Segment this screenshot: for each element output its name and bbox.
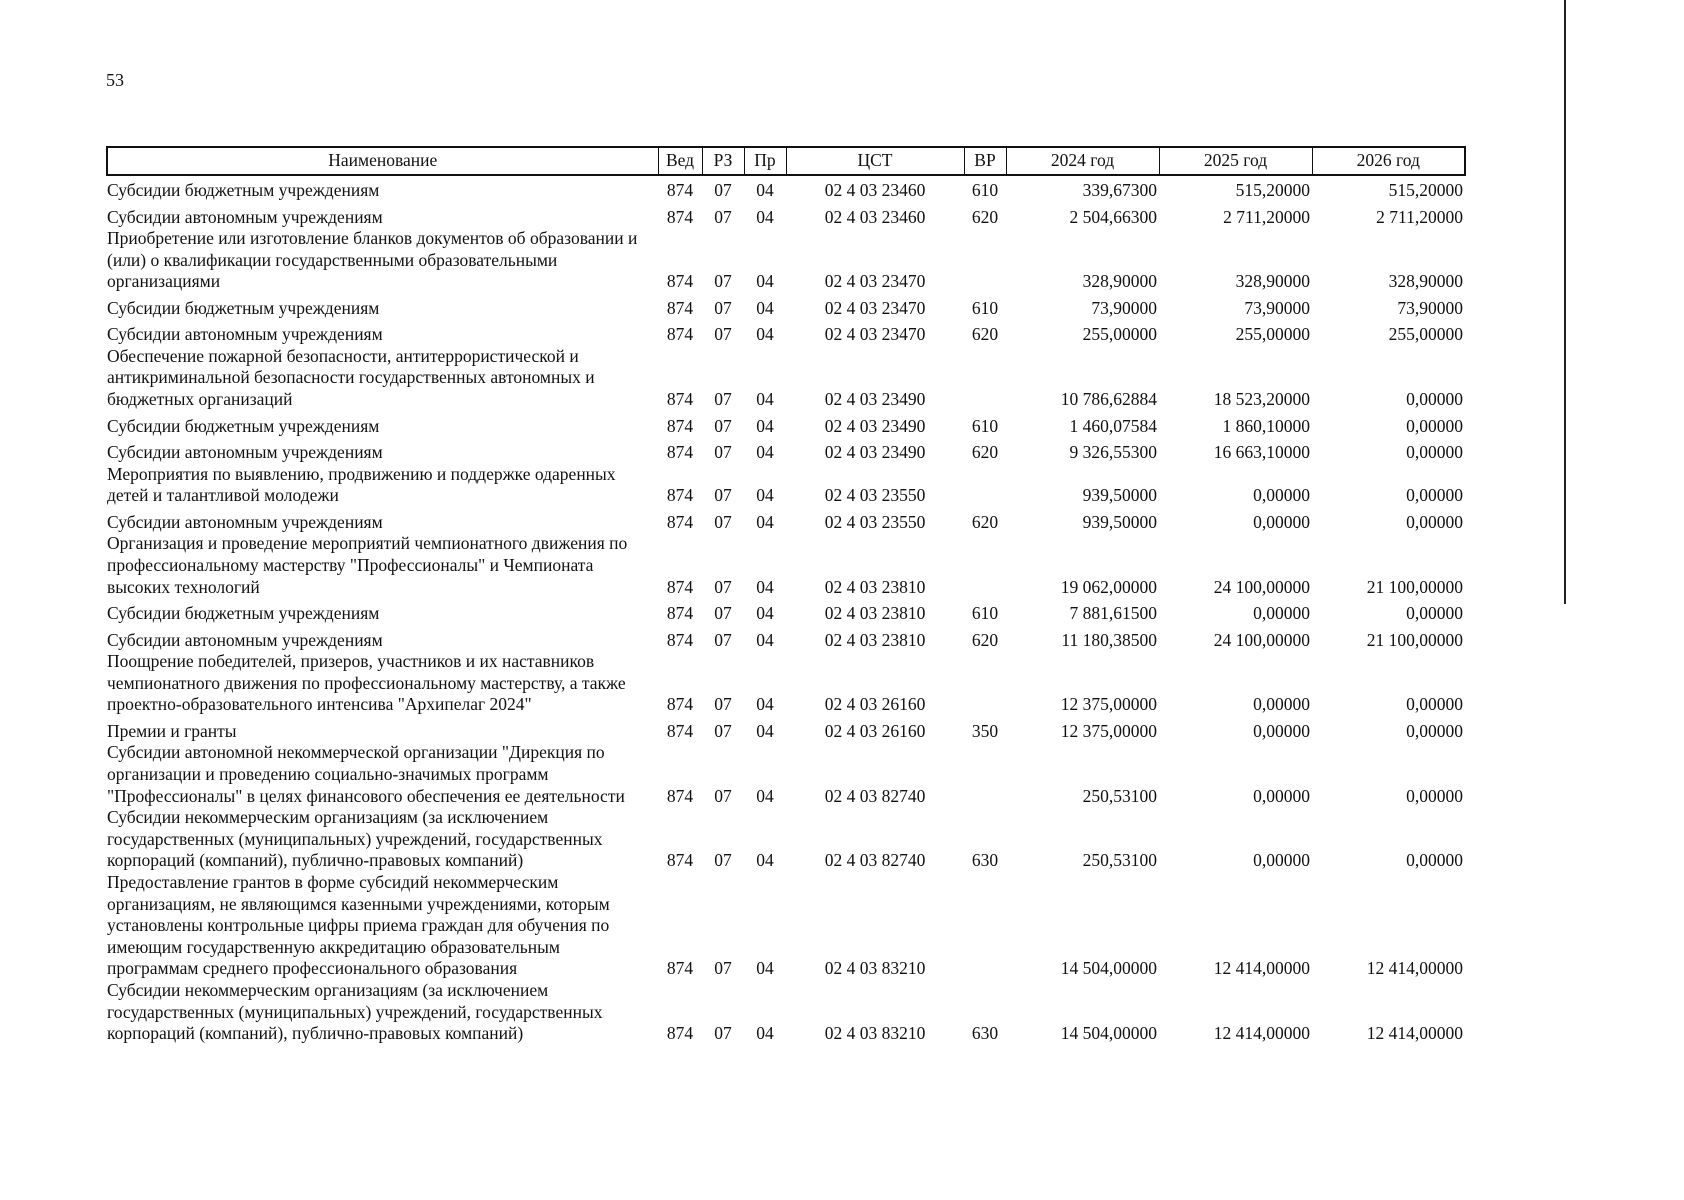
- header-rz: РЗ: [702, 147, 744, 175]
- cell-2024: 328,90000: [1082, 271, 1157, 292]
- header-pr: Пр: [744, 147, 786, 175]
- cell-2024: 19 062,00000: [1060, 576, 1157, 597]
- cell-ved: 874: [666, 850, 694, 871]
- cell-rz: 07: [714, 694, 732, 715]
- cell-2025: 2 711,20000: [1223, 206, 1310, 227]
- cell-2025: 18 523,20000: [1213, 389, 1310, 410]
- cell-name: Предоставление грантов в форме субсидий некоммерческим организациям, не являющимся казенными учреждениями, которым установлены контрольные цифры приема граждан для обучения по имеющим государственную аккредитацию образовательным программам среднего профессионального образования: [107, 871, 610, 979]
- cell-ved: 874: [666, 629, 694, 650]
- table-row: [107, 411, 1465, 438]
- cell-2024: 12 375,00000: [1060, 694, 1157, 715]
- cell-cst: 02 4 03 23470: [824, 297, 926, 318]
- cell-name: Субсидии бюджетным учреждениям: [107, 297, 380, 318]
- cell-ved: 874: [666, 180, 694, 200]
- cell-ved: 874: [666, 958, 694, 979]
- cell-2025: 0,00000: [1253, 603, 1310, 624]
- cell-2024: 255,00000: [1082, 324, 1157, 345]
- cell-name: Субсидии некоммерческим организациям (за исключением государственных (муниципальных) учреждений, государственных корпораций (компаний), публично-правовых компаний): [107, 807, 603, 871]
- cell-name: Субсидии бюджетным учреждениям: [107, 415, 380, 436]
- cell-cst: 02 4 03 83210: [824, 1023, 926, 1044]
- header-cst: ЦСТ: [786, 147, 964, 175]
- cell-2026: 328,90000: [1388, 271, 1463, 292]
- cell-rz: 07: [714, 389, 732, 410]
- cell-vr: 350: [971, 720, 999, 741]
- cell-rz: 07: [714, 785, 732, 806]
- budget-table: [106, 146, 1466, 1045]
- cell-2026: 12 414,00000: [1366, 1023, 1463, 1044]
- header-ved: Вед: [658, 147, 702, 175]
- cell-cst: 02 4 03 23810: [824, 603, 926, 624]
- cell-2025: 1 860,10000: [1222, 415, 1310, 436]
- cell-name: Мероприятия по выявлению, продвижению и поддержке одаренных детей и талантливой молодежи: [107, 463, 616, 506]
- cell-name: Субсидии автономным учреждениям: [107, 324, 383, 345]
- cell-vr: 610: [971, 603, 999, 624]
- cell-pr: 04: [756, 720, 774, 741]
- cell-rz: 07: [714, 720, 732, 741]
- cell-2025: 0,00000: [1253, 850, 1310, 871]
- cell-cst: 02 4 03 82740: [824, 850, 926, 871]
- cell-rz: 07: [714, 415, 732, 436]
- cell-2026: 0,00000: [1406, 415, 1463, 436]
- cell-cst: 02 4 03 23490: [824, 389, 926, 410]
- header-2024: 2024 год: [1006, 147, 1159, 175]
- cell-pr: 04: [756, 415, 774, 436]
- table-row: [107, 716, 1465, 743]
- cell-2026: 0,00000: [1406, 485, 1463, 506]
- cell-ved: 874: [666, 576, 694, 597]
- cell-vr: 630: [971, 1023, 999, 1044]
- cell-ved: 874: [666, 389, 694, 410]
- cell-name: Субсидии бюджетным учреждениям: [107, 180, 380, 200]
- cell-2026: 255,00000: [1388, 324, 1463, 345]
- cell-name: Субсидии некоммерческим организациям (за исключением государственных (муниципальных) учреждений, государственных корпораций (компаний), публично-правовых компаний): [107, 979, 603, 1044]
- table-row: [107, 464, 1465, 507]
- cell-rz: 07: [714, 271, 732, 292]
- cell-2025: 0,00000: [1253, 485, 1310, 506]
- cell-name: Субсидии автономным учреждениям: [107, 442, 383, 463]
- cell-vr: 620: [971, 442, 999, 463]
- cell-2024: 9 326,55300: [1069, 442, 1157, 463]
- header-name: Наименование: [107, 147, 658, 175]
- cell-vr: 620: [971, 206, 999, 227]
- cell-2026: 0,00000: [1406, 694, 1463, 715]
- cell-vr: 610: [971, 415, 999, 436]
- cell-2025: 0,00000: [1253, 694, 1310, 715]
- cell-vr: [964, 742, 1006, 807]
- table-row: [107, 807, 1465, 872]
- cell-name: Субсидии автономным учреждениям: [107, 629, 383, 650]
- header-vr: ВР: [964, 147, 1006, 175]
- cell-2026: 0,00000: [1406, 511, 1463, 532]
- cell-2024: 7 881,61500: [1069, 603, 1157, 624]
- cell-2026: 21 100,00000: [1366, 629, 1463, 650]
- header-row: [107, 147, 1465, 175]
- cell-cst: 02 4 03 23490: [824, 415, 926, 436]
- cell-ved: 874: [666, 324, 694, 345]
- cell-2025: 0,00000: [1253, 785, 1310, 806]
- cell-2024: 10 786,62884: [1060, 389, 1157, 410]
- cell-name: Субсидии автономным учреждениям: [107, 511, 383, 532]
- cell-pr: 04: [756, 297, 774, 318]
- table-row: [107, 742, 1465, 807]
- cell-name: Субсидии автономным учреждениям: [107, 206, 383, 227]
- table-row: [107, 293, 1465, 320]
- cell-name: Приобретение или изготовление бланков документов об образовании и (или) о квалификации государственными образовательными организациями: [107, 228, 638, 292]
- cell-pr: 04: [756, 485, 774, 506]
- cell-cst: 02 4 03 23550: [824, 511, 926, 532]
- cell-pr: 04: [756, 603, 774, 624]
- cell-2024: 73,90000: [1091, 297, 1157, 318]
- cell-cst: 02 4 03 23810: [824, 629, 926, 650]
- cell-rz: 07: [714, 485, 732, 506]
- cell-2025: 24 100,00000: [1213, 629, 1310, 650]
- cell-2026: 515,20000: [1388, 180, 1463, 200]
- cell-vr: [964, 228, 1006, 293]
- cell-cst: 02 4 03 23460: [824, 180, 926, 200]
- cell-rz: 07: [714, 206, 732, 227]
- table-row: [107, 507, 1465, 534]
- cell-2025: 16 663,10000: [1213, 442, 1310, 463]
- cell-pr: 04: [756, 442, 774, 463]
- table-row: [107, 346, 1465, 411]
- cell-2024: 1 460,07584: [1069, 415, 1157, 436]
- cell-cst: 02 4 03 82740: [824, 785, 926, 806]
- cell-ved: 874: [666, 442, 694, 463]
- cell-pr: 04: [756, 694, 774, 715]
- cell-2026: 0,00000: [1406, 442, 1463, 463]
- cell-name: Субсидии автономной некоммерческой организации "Дирекция по организации и проведению социально-значимых программ "Профессионалы" в целях финансового обеспечения ее деятельности: [107, 742, 625, 806]
- table-row: [107, 319, 1465, 346]
- cell-2024: 250,53100: [1082, 785, 1157, 806]
- cell-cst: 02 4 03 23550: [824, 485, 926, 506]
- cell-ved: 874: [666, 297, 694, 318]
- cell-2025: 0,00000: [1253, 511, 1310, 532]
- cell-vr: [964, 464, 1006, 507]
- cell-name: Организация и проведение мероприятий чемпионатного движения по профессиональному мастерству "Профессионалы" и Чемпионата высоких технологий: [107, 533, 628, 597]
- cell-2024: 339,67300: [1082, 180, 1157, 200]
- cell-vr: [964, 346, 1006, 411]
- cell-2025: 515,20000: [1235, 180, 1310, 200]
- cell-vr: 610: [971, 297, 999, 318]
- cell-rz: 07: [714, 576, 732, 597]
- cell-2025: 12 414,00000: [1213, 1023, 1310, 1044]
- scan-artifact-line: [1564, 0, 1566, 604]
- cell-cst: 02 4 03 23470: [824, 271, 926, 292]
- cell-vr: 610: [971, 180, 999, 200]
- cell-ved: 874: [666, 694, 694, 715]
- cell-2024: 2 504,66300: [1069, 206, 1157, 227]
- cell-rz: 07: [714, 603, 732, 624]
- cell-ved: 874: [666, 603, 694, 624]
- cell-pr: 04: [756, 958, 774, 979]
- cell-2026: 73,90000: [1397, 297, 1463, 318]
- table-row: [107, 980, 1465, 1045]
- cell-vr: 630: [971, 850, 999, 871]
- cell-cst: 02 4 03 23460: [824, 206, 926, 227]
- cell-2025: 0,00000: [1253, 720, 1310, 741]
- table-header: [107, 147, 1465, 175]
- cell-vr: 620: [971, 511, 999, 532]
- cell-ved: 874: [666, 1023, 694, 1044]
- cell-ved: 874: [666, 485, 694, 506]
- table-body: [107, 175, 1465, 1045]
- cell-rz: 07: [714, 297, 732, 318]
- cell-pr: 04: [756, 785, 774, 806]
- cell-2026: 0,00000: [1406, 603, 1463, 624]
- cell-pr: 04: [756, 389, 774, 410]
- cell-cst: 02 4 03 26160: [824, 694, 926, 715]
- cell-ved: 874: [666, 271, 694, 292]
- cell-rz: 07: [714, 958, 732, 979]
- cell-cst: 02 4 03 23470: [824, 324, 926, 345]
- cell-pr: 04: [756, 180, 774, 200]
- cell-pr: 04: [756, 271, 774, 292]
- cell-rz: 07: [714, 324, 732, 345]
- cell-vr: [964, 651, 1006, 716]
- cell-rz: 07: [714, 850, 732, 871]
- cell-cst: 02 4 03 83210: [824, 958, 926, 979]
- cell-cst: 02 4 03 26160: [824, 720, 926, 741]
- table-row: [107, 872, 1465, 980]
- cell-ved: 874: [666, 415, 694, 436]
- table-row: [107, 437, 1465, 464]
- cell-pr: 04: [756, 324, 774, 345]
- table-row: [107, 228, 1465, 293]
- cell-rz: 07: [714, 180, 732, 200]
- page-number: 53: [106, 70, 124, 90]
- cell-vr: [964, 533, 1006, 598]
- cell-2024: 12 375,00000: [1060, 720, 1157, 741]
- cell-2026: 21 100,00000: [1366, 576, 1463, 597]
- cell-pr: 04: [756, 1023, 774, 1044]
- cell-pr: 04: [756, 576, 774, 597]
- cell-2025: 73,90000: [1244, 297, 1310, 318]
- cell-rz: 07: [714, 1023, 732, 1044]
- cell-2025: 24 100,00000: [1213, 576, 1310, 597]
- cell-name: Премии и гранты: [107, 720, 237, 741]
- cell-name: Обеспечение пожарной безопасности, антитеррористической и антикриминальной безопасности государственных автономных и бюджетных организаций: [107, 345, 595, 410]
- cell-cst: 02 4 03 23490: [824, 442, 926, 463]
- cell-ved: 874: [666, 720, 694, 741]
- cell-rz: 07: [714, 442, 732, 463]
- cell-2024: 11 180,38500: [1061, 629, 1157, 650]
- table-row: [107, 533, 1465, 598]
- cell-2025: 12 414,00000: [1213, 958, 1310, 979]
- cell-vr: [964, 872, 1006, 980]
- table-row: [107, 202, 1465, 229]
- table-row: [107, 598, 1465, 625]
- cell-ved: 874: [666, 511, 694, 532]
- cell-2024: 939,50000: [1082, 485, 1157, 506]
- cell-ved: 874: [666, 206, 694, 227]
- cell-vr: 620: [971, 324, 999, 345]
- table-row: [107, 175, 1465, 202]
- cell-2026: 2 711,20000: [1376, 206, 1463, 227]
- cell-cst: 02 4 03 23810: [824, 576, 926, 597]
- cell-rz: 07: [714, 511, 732, 532]
- cell-ved: 874: [666, 785, 694, 806]
- table-row: [107, 651, 1465, 716]
- cell-pr: 04: [756, 850, 774, 871]
- cell-rz: 07: [714, 629, 732, 650]
- cell-2026: 0,00000: [1406, 389, 1463, 410]
- cell-2024: 250,53100: [1082, 850, 1157, 871]
- table-row: [107, 625, 1465, 652]
- cell-pr: 04: [756, 511, 774, 532]
- cell-2025: 328,90000: [1235, 271, 1310, 292]
- cell-2024: 14 504,00000: [1060, 958, 1157, 979]
- cell-vr: 620: [971, 629, 999, 650]
- cell-2026: 0,00000: [1406, 720, 1463, 741]
- header-2026: 2026 год: [1312, 147, 1465, 175]
- cell-2025: 255,00000: [1235, 324, 1310, 345]
- cell-pr: 04: [756, 629, 774, 650]
- cell-2024: 14 504,00000: [1060, 1023, 1157, 1044]
- cell-2026: 12 414,00000: [1366, 958, 1463, 979]
- cell-name: Поощрение победителей, призеров, участников и их наставников чемпионатного движения по профессиональному мастерству, а также проектно-образовательного интенсива "Архипелаг 2024": [107, 651, 626, 715]
- cell-2026: 0,00000: [1406, 850, 1463, 871]
- cell-pr: 04: [756, 206, 774, 227]
- cell-2026: 0,00000: [1406, 785, 1463, 806]
- cell-name: Субсидии бюджетным учреждениям: [107, 603, 380, 624]
- header-2025: 2025 год: [1159, 147, 1312, 175]
- cell-2024: 939,50000: [1082, 511, 1157, 532]
